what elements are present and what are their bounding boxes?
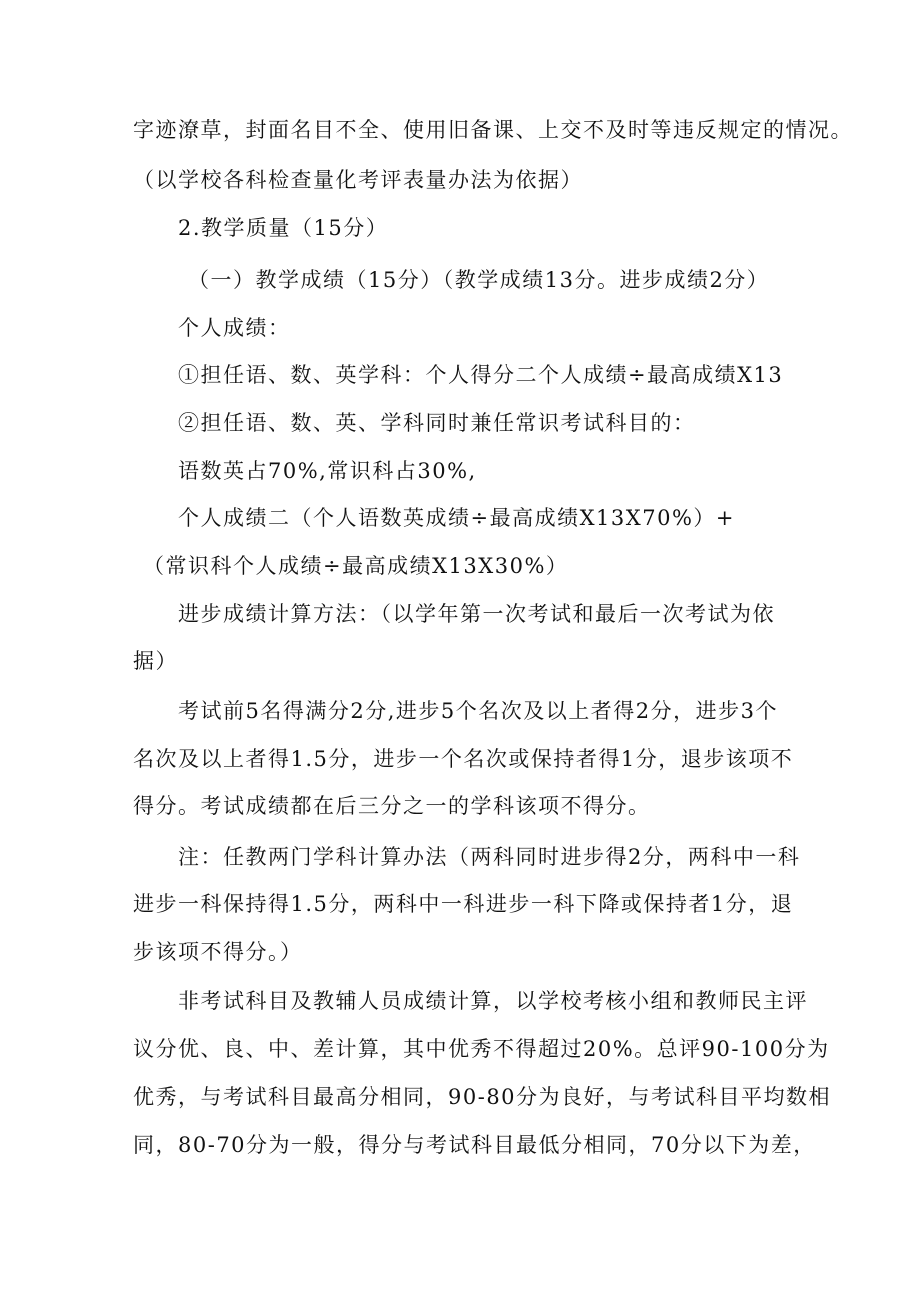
text-line-11: 进步成绩计算方法：（以学年第一次考试和最后一次考试为依 <box>178 602 775 626</box>
text-line-13: 考试前5名得满分2分,进步5个名次及以上者得2分，进步3个 <box>178 699 778 723</box>
text-line-8: 语数英占70%,常识科占30%, <box>178 459 477 483</box>
text-line-3: 2.教学质量（15分） <box>178 216 389 240</box>
text-line-6: ①担任语、数、英学科：个人得分二个人成绩÷最高成绩X13 <box>178 363 784 387</box>
text-line-18: 步该项不得分。） <box>133 940 303 964</box>
text-line-21: 优秀，与考试科目最高分相同，90-80分为良好，与考试科目平均数相 <box>133 1085 832 1109</box>
text-line-20: 议分优、良、中、差计算，其中优秀不得超过20%。总评90-100分为 <box>133 1037 830 1061</box>
text-line-9: 个人成绩二（个人语数英成绩÷最高成绩X13X70%）+ <box>178 506 735 530</box>
text-line-5: 个人成绩： <box>178 316 291 340</box>
text-line-22: 同，80-70分为一般，得分与考试科目最低分相同，70分以下为差， <box>133 1133 816 1157</box>
text-line-19: 非考试科目及教辅人员成绩计算，以学校考核小组和教师民主评 <box>178 989 808 1013</box>
text-line-2: （以学校各科检查量化考评表量办法为依据） <box>133 168 583 192</box>
text-line-12: 据） <box>133 649 178 673</box>
text-line-17: 进步一科保持得1.5分，两科中一科进步一科下降或保持者1分，退 <box>133 892 794 916</box>
text-line-14: 名次及以上者得1.5分，进步一个名次或保持者得1分，退步该项不 <box>133 747 794 771</box>
text-line-7: ②担任语、数、英、学科同时兼任常识考试科目的： <box>178 411 696 435</box>
text-line-15: 得分。考试成绩都在后三分之一的学科该项不得分。 <box>133 794 651 818</box>
text-line-1: 字迹潦草，封面名目不全、使用旧备课、上交不及时等违反规定的情况。 <box>133 118 853 142</box>
text-line-16: 注：任教两门学科计算办法（两科同时进步得2分，两科中一科 <box>178 845 801 869</box>
text-line-4: （一）教学成绩（15分）（教学成绩13分。进步成绩2分） <box>188 268 770 292</box>
text-line-10: （常识科个人成绩÷最高成绩X13X30%） <box>143 554 569 578</box>
